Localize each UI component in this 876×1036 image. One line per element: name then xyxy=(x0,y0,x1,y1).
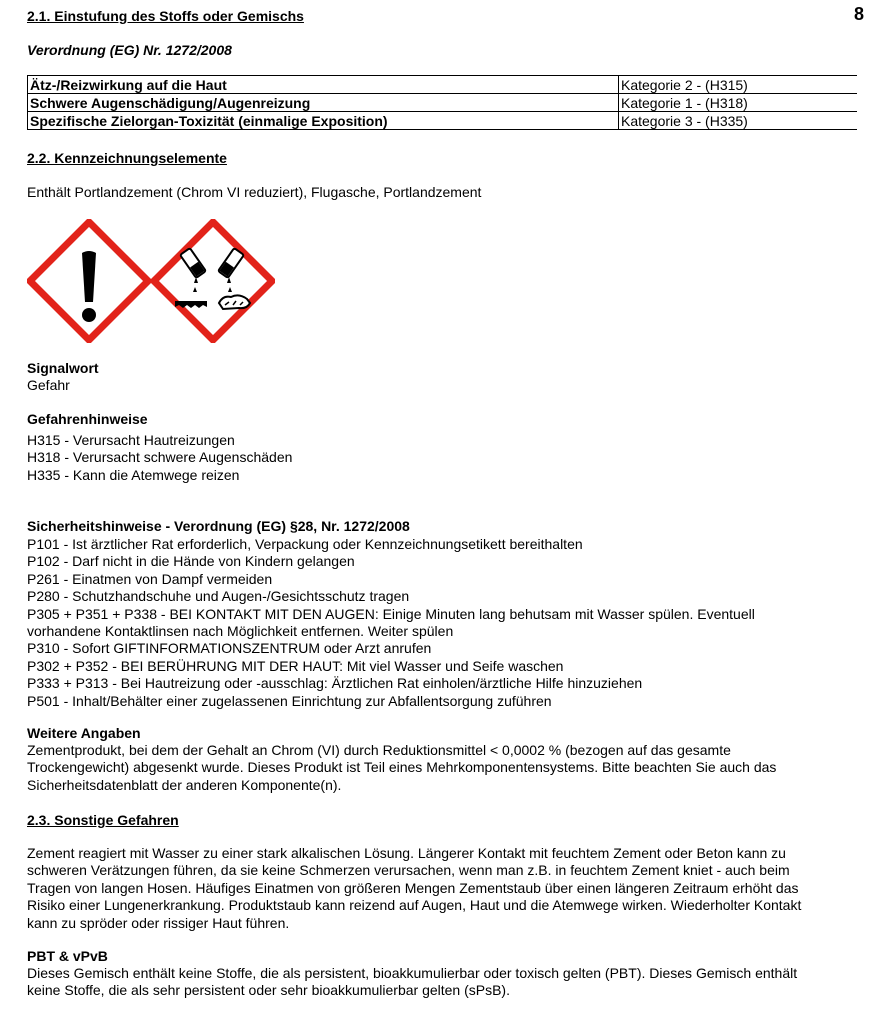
precautionary-statements-label: Sicherheitshinweise - Verordnung (EG) §28, Nr. 1272/2008 xyxy=(27,518,410,534)
table-row xyxy=(28,76,858,94)
paragraph-line: Sicherheitsdatenblatt der anderen Komponente(n). xyxy=(27,776,342,793)
list-item: H315 - Verursacht Hautreizungen xyxy=(27,432,235,448)
classification-label: Schwere Augenschädigung/Augenreizung xyxy=(28,94,619,112)
regulation-title: Verordnung (EG) Nr. 1272/2008 xyxy=(27,42,232,58)
list-item: P310 - Sofort GIFTINFORMATIONSZENTRUM oder Arzt anrufen xyxy=(27,640,432,657)
classification-category: Kategorie 3 - (H335) xyxy=(619,112,858,130)
list-item: P280 - Schutzhandschuhe und Augen-/Gesichtsschutz tragen xyxy=(27,588,410,605)
list-item: H318 - Verursacht schwere Augenschäden xyxy=(27,449,293,466)
page-number-fragment: 8 xyxy=(854,4,865,24)
list-item: vorhandene Kontaktlinsen nach Möglichkeit entfernen. Weiter spülen xyxy=(27,623,454,640)
other-hazards-text xyxy=(27,845,801,932)
pbt-label: PBT & vPvB xyxy=(27,948,108,964)
table-row xyxy=(28,112,858,130)
hazard-statements-label: Gefahrenhinweise xyxy=(27,411,148,427)
list-item: P101 - Ist ärztlicher Rat erforderlich, Verpackung oder Kennzeichnungsetikett bereithalten xyxy=(27,536,583,552)
list-item: P305 + P351 + P338 - BEI KONTAKT MIT DEN AUGEN: Einige Minuten lang behutsam mit Wasser spülen. Eventuell xyxy=(27,605,755,622)
paragraph-line: Risiko einer Lungenerkrankung. Produktstaub kann reizend auf Augen, Haut und die Atemwege wirken. Wiederholter Kontakt xyxy=(27,897,802,914)
paragraph-line: Trockengewicht) abgesenkt wurde. Dieses Produkt ist Teil eines Mehrkomponentensystems. Bitte beachten Sie auch das xyxy=(27,759,777,776)
paragraph-line: keine Stoffe, die als sehr persistent oder sehr bioakkumulierbar gelten (sPsB). xyxy=(27,982,510,999)
paragraph-line: Dieses Gemisch enthält keine Stoffe, die als persistent, bioakkumulierbar oder toxisch gelten (PBT). Dieses Gemisch enthält xyxy=(27,965,798,981)
classification-category: Kategorie 2 - (H315) xyxy=(619,76,858,94)
section-2-2-heading: 2.2. Kennzeichnungselemente xyxy=(27,150,227,166)
paragraph-line: Zement reagiert mit Wasser zu einer stark alkalischen Lösung. Längerer Kontakt mit feuchtem Zement oder Beton kann zu xyxy=(27,845,786,861)
list-item: P333 + P313 - Bei Hautreizung oder -ausschlag: Ärztlichen Rat einholen/ärztliche Hilfe hinzuziehen xyxy=(27,675,643,692)
classification-category: Kategorie 1 - (H318) xyxy=(619,94,858,112)
section-2-3-heading: 2.3. Sonstige Gefahren xyxy=(27,812,179,828)
list-item: P501 - Inhalt/Behälter einer zugelassenen Einrichtung zur Abfallentsorgung zuführen xyxy=(27,692,552,709)
list-item: P102 - Darf nicht in die Hände von Kindern gelangen xyxy=(27,553,355,570)
paragraph-line: schweren Verätzungen führen, da sie keine Schmerzen verursachen, wenn man z.B. in feuchtem Zement kniet - auch beim xyxy=(27,862,790,879)
further-information-text xyxy=(27,742,776,794)
paragraph-line: kann zu spröder oder rissiger Haut führen. xyxy=(27,914,290,931)
list-item: H335 - Kann die Atemwege reizen xyxy=(27,466,240,483)
corrosion-icon xyxy=(151,219,275,343)
list-item: P261 - Einatmen von Dampf vermeiden xyxy=(27,570,273,587)
paragraph-line: Tragen von langen Hosen. Häufiges Einatmen von größeren Mengen Zementstaub über einen längeren Zeitraum erhöht das xyxy=(27,879,799,896)
signal-word-label: Signalwort xyxy=(27,360,99,376)
contains-text: Enthält Portlandzement (Chrom VI reduziert), Flugasche, Portlandzement xyxy=(27,184,482,200)
classification-label: Ätz-/Reizwirkung auf die Haut xyxy=(28,76,619,94)
precautionary-statements-list xyxy=(27,536,755,710)
section-2-1-heading: 2.1. Einstufung des Stoffs oder Gemischs xyxy=(27,8,304,24)
exclamation-mark-icon xyxy=(27,219,151,343)
classification-table xyxy=(27,75,857,130)
table-row xyxy=(28,94,858,112)
further-information-label: Weitere Angaben xyxy=(27,725,141,741)
list-item: P302 + P352 - BEI BERÜHRUNG MIT DER HAUT: Mit viel Wasser und Seife waschen xyxy=(27,657,564,674)
signal-word-value: Gefahr xyxy=(27,377,70,393)
hazard-statements-list xyxy=(27,432,292,484)
paragraph-line: Zementprodukt, bei dem der Gehalt an Chrom (VI) durch Reduktionsmittel < 0,0002 % (bezogen auf das gesamte xyxy=(27,742,731,758)
pbt-text xyxy=(27,965,797,1000)
classification-label: Spezifische Zielorgan-Toxizität (einmalige Exposition) xyxy=(28,112,619,130)
